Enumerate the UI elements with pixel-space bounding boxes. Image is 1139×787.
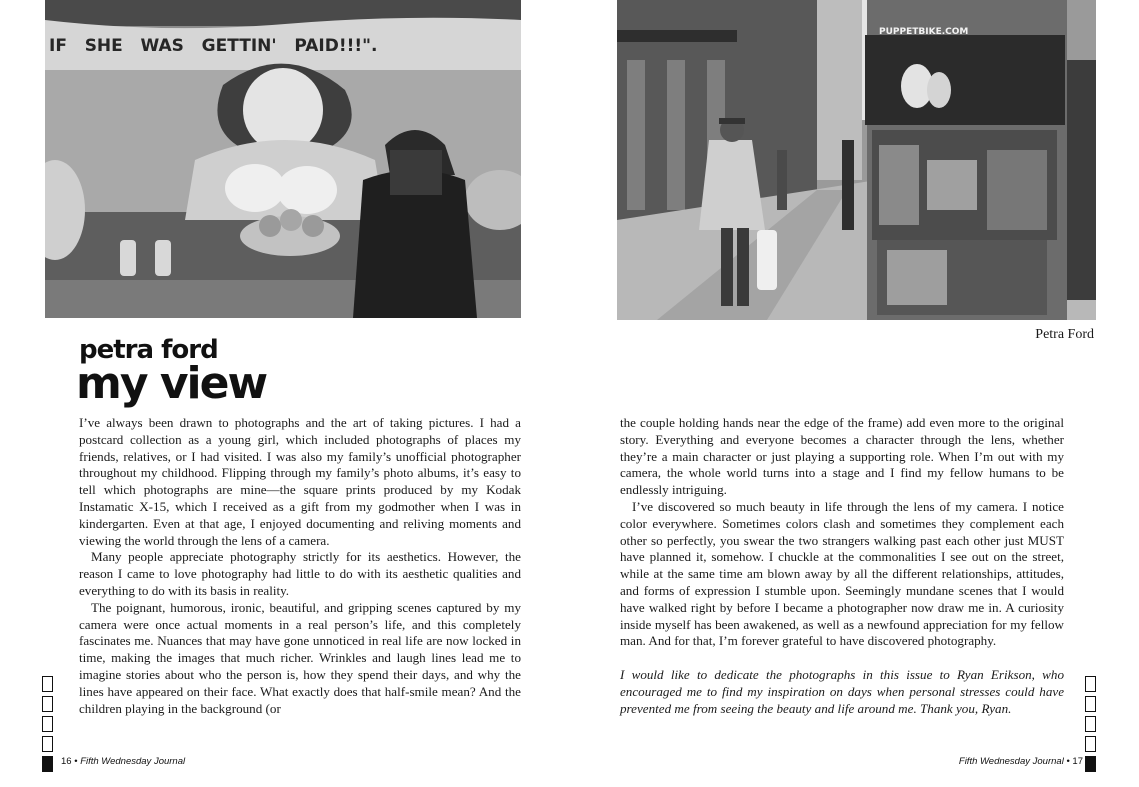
paragraph: I’ve discovered so much beauty in life through the lens of my camera. I notice color everywhere. Sometimes colors clash and sometimes they complement each other so perfectly, you swear the two strangers walking past each other just MUST have planned it, somehow. I chuckle at the commonalities I see out on the street, while at the same time am blown away by all the different relationships, attitudes, and forms of expression I stumble upon. Seemingly mundane scenes that I would have walked right by before I became a photographer now draw me in. A curiosity inside myself has been awakened, as well as a newfound appreciation for my fellow man. And for that, I’m forever grateful to have discovered photography.: [620, 498, 1064, 649]
left-column: [79, 415, 521, 717]
right-column: [620, 415, 1064, 718]
street-photo-graphic: [617, 0, 1096, 320]
folio-separator: •: [1066, 756, 1070, 767]
paragraph: the couple holding hands near the edge of the frame) add even more to the original story. Everything and everyone becomes a character through the lens, whether they’re a main character or just playing a supporting role. When I’m out with my camera, the whole world turns into a stage and I find my fellow humans to be endlessly intriguing.: [620, 415, 1064, 498]
paragraph: I’ve always been drawn to photographs and the art of taking pictures. I had a postcard collection as a young girl, which included photographs of places my friends, relatives, or I had visited. I was also my family’s unofficial photographer throughout my childhood. Flipping through my family’s photo albums, it’s easy to tell which photographs are mine—the square prints produced by my Kodak Instamatic X-15, which I received as a gift from my godmother when I was in kindergarten. Even at that age, I enjoyed documenting and reliving moments and viewing the world through the lens of a camera.: [79, 415, 521, 548]
author-name: petra ford: [79, 335, 218, 365]
paragraph: Many people appreciate photography strictly for its aesthetics. However, the reason I came to love photography had little to do with its aesthetic qualities and everything to do with its basis in reality.: [79, 549, 521, 598]
folio-separator: •: [74, 756, 78, 767]
margin-marks-left: [42, 676, 53, 776]
page-number: 17: [1072, 756, 1083, 767]
journal-name: Fifth Wednesday Journal: [958, 756, 1064, 767]
folio-right: [959, 756, 1083, 767]
photo-credit: Petra Ford: [1035, 327, 1094, 342]
journal-name: Fifth Wednesday Journal: [80, 756, 186, 767]
paragraph: The poignant, humorous, ironic, beautiful, and gripping scenes captured by my camera were once actual moments in a real person’s life, and this completely fascinates me. Nuances that may have gone unnoticed in real life are now locked in time, making the images that much richer. Wrinkles and laugh lines lead me to imagine stories about who the person is, how they spend their days, and why the lines have appeared on their face. What exactly does that half-smile mean? And the children playing in the background (or: [79, 599, 521, 716]
dedication: I would like to dedicate the photographs in this issue to Ryan Erikson, who encouraged me to find my inspiration on days when personal stresses could have prevented me from seeing the beauty and life around me. Thank you, Ryan.: [620, 667, 1064, 716]
folio-left: [61, 756, 185, 767]
mural-photo: [45, 0, 521, 318]
mural-sign-text: IF SHE WAS GETTIN' PAID!!!".: [49, 36, 378, 56]
article-title: my view: [76, 358, 267, 409]
booth-sign-text: PUPPETBIKE.COM: [879, 27, 969, 37]
street-photo: [617, 0, 1096, 320]
margin-marks-right: [1085, 676, 1096, 776]
page-number: 16: [61, 756, 72, 767]
